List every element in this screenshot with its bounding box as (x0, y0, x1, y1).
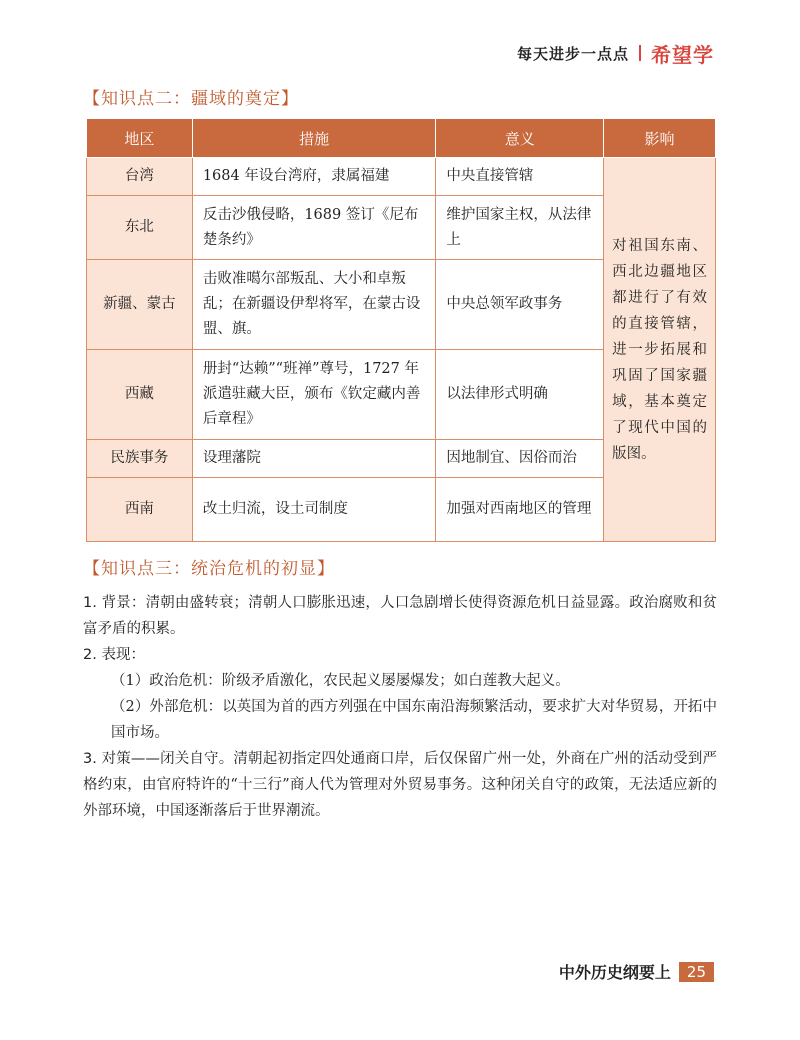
section-title-3: 【知识点三：统治危机的初显】 (83, 559, 335, 579)
book-title: 中外历史纲要上 (558, 963, 671, 982)
cell-region: 民族事务 (87, 440, 193, 478)
header-slogan: 每天进步一点点 (516, 44, 629, 63)
page-number: 25 (679, 962, 714, 982)
paragraph-text: 清朝由盛转衰；清朝人口膨胀迅速，人口急剧增长使得资源危机日益显露。政治腐败和贫富矛盾的积累。 (83, 595, 717, 637)
cell-measure: 改土归流，设土司制度 (192, 478, 436, 542)
crisis-body (83, 590, 717, 824)
paragraph-text: 清朝起初指定四处通商口岸，后仅保留广州一处，外商在广州的活动受到严格约束，由官府特许的“十三行”商人代为管理对外贸易事务。这种闭关自守的政策，无法适应新的外部环境，中国逐渐落后于世界潮流。 (83, 751, 717, 819)
cell-region: 西藏 (87, 350, 193, 440)
section-title-2: 【知识点二：疆域的奠定】 (83, 89, 299, 109)
page-footer (559, 960, 714, 983)
cell-impact: 对祖国东南、西北边疆地区都进行了有效的直接管辖，进一步拓展和巩固了国家疆域，基本奠定了现代中国的版图。 (604, 158, 716, 542)
cell-region: 新疆、蒙古 (87, 260, 193, 350)
cell-meaning: 加强对西南地区的管理 (436, 478, 604, 542)
cell-measure: 击败准噶尔部叛乱、大小和卓叛乱；在新疆设伊犁将军，在蒙古设盟、旗。 (192, 260, 436, 350)
cell-region: 西南 (87, 478, 193, 542)
table-header-row (87, 119, 716, 158)
paragraph-background (83, 590, 717, 642)
header-separator (639, 45, 641, 61)
territory-table (86, 118, 716, 542)
cell-meaning: 维护国家主权，从法律上 (436, 196, 604, 260)
cell-region: 台湾 (87, 158, 193, 196)
paragraph-label: 1. 背景： (83, 595, 146, 611)
column-header-meaning: 意义 (436, 119, 604, 158)
column-header-impact: 影响 (604, 119, 716, 158)
page-header (517, 40, 714, 66)
paragraph-manifestation (83, 642, 717, 668)
table-row (87, 158, 716, 196)
cell-measure: 册封“达赖”“班禅”尊号，1727 年派遣驻藏大臣，颁布《钦定藏内善后章程》 (192, 350, 436, 440)
cell-meaning: 中央直接管辖 (436, 158, 604, 196)
cell-measure: 设理藩院 (192, 440, 436, 478)
paragraph-political-crisis: （1）政治危机：阶级矛盾激化，农民起义屡屡爆发；如白莲教大起义。 (111, 673, 570, 689)
cell-meaning: 以法律形式明确 (436, 350, 604, 440)
paragraph-label: 2. 表现： (83, 647, 145, 663)
paragraph-countermeasure (83, 746, 717, 824)
column-header-region: 地区 (87, 119, 193, 158)
paragraph-external-crisis: （2）外部危机：以英国为首的西方列强在中国东南沿海频繁活动，要求扩大对华贸易，开拓中国市场。 (111, 699, 717, 741)
cell-measure: 1684 年设台湾府，隶属福建 (192, 158, 436, 196)
cell-measure: 反击沙俄侵略，1689 签订《尼布楚条约》 (192, 196, 436, 260)
cell-meaning: 中央总领军政事务 (436, 260, 604, 350)
paragraph-label: 3. 对策——闭关自守。 (83, 751, 234, 767)
cell-region: 东北 (87, 196, 193, 260)
column-header-measure: 措施 (192, 119, 436, 158)
cell-meaning: 因地制宜、因俗而治 (436, 440, 604, 478)
brand-logo: 希望学 (651, 42, 714, 67)
